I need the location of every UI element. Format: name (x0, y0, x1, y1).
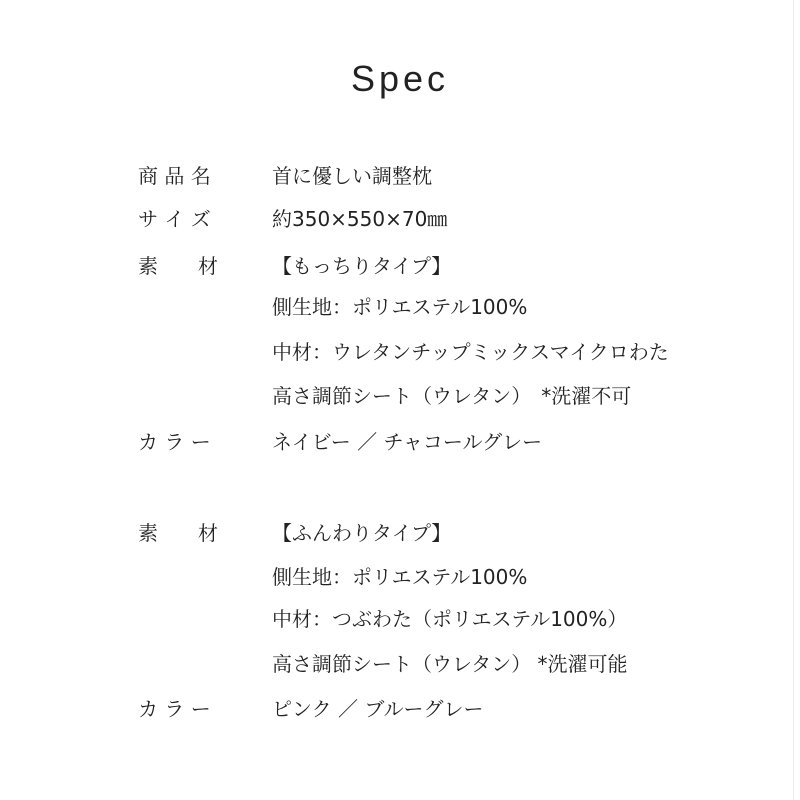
material-label-1: 素 材 (138, 254, 218, 278)
material-2-line-1: 側生地：ポリエステル100% (272, 565, 528, 589)
material-1-line-2: 中材：ウレタンチップミックスマイクロわた (272, 340, 669, 364)
color-value-2: ピンク ／ ブルーグレー (272, 697, 484, 721)
page-edge-divider (793, 0, 794, 800)
size-label: サ イ ズ (138, 207, 211, 231)
material-1-line-3: 高さ調節シート（ウレタン） *洗濯不可 (272, 384, 632, 408)
size-value: 約350×550×70㎜ (272, 207, 448, 231)
material-label-2: 素 材 (138, 521, 218, 545)
color-label-2: カ ラ ー (138, 697, 211, 721)
material-1-line-1: 側生地：ポリエステル100% (272, 295, 528, 319)
color-label-1: カ ラ ー (138, 430, 211, 454)
product-name-label: 商 品 名 (138, 164, 211, 188)
page-title: Spec (350, 58, 450, 99)
color-value-1: ネイビー ／ チャコールグレー (272, 430, 543, 454)
product-name-value: 首に優しい調整枕 (272, 164, 432, 188)
material-2-line-3: 高さ調節シート（ウレタン） *洗濯可能 (272, 652, 628, 676)
material-type-1: 【もっちりタイプ】 (272, 254, 452, 278)
material-2-line-2: 中材：つぶわた（ポリエステル100%） (272, 607, 628, 631)
material-type-2: 【ふんわりタイプ】 (272, 521, 452, 545)
